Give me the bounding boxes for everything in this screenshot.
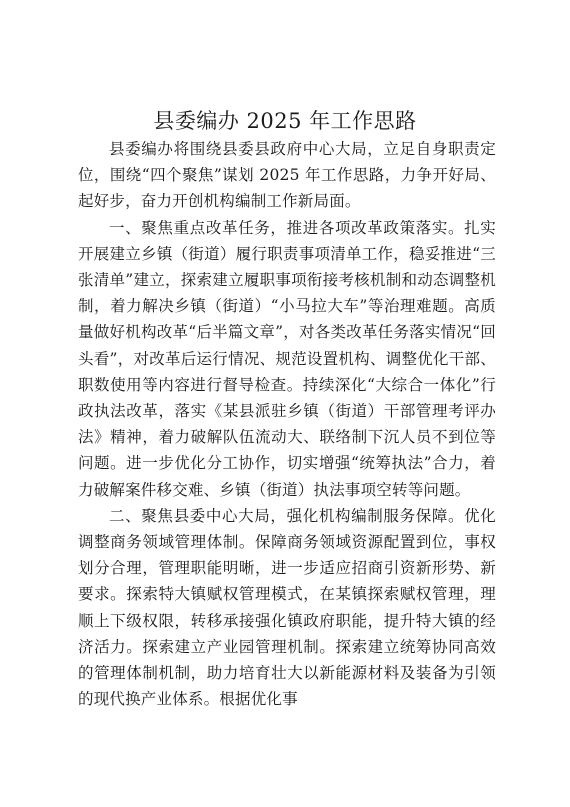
document-title: 县委编办 2025 年工作思路 bbox=[153, 109, 417, 133]
section-one-paragraph: 一、聚焦重点改革任务，推进各项改革政策落实。扎实开展建立乡镇（街道）履行职责事项清单工作，稳妥推进“三张清单”建立，探索建立履职事项衔接考核机制和动态调整机制，着力解决乡镇（街道）“小马拉大车”等治理难题。高质量做好机构改革“后半篇文章”，对各类改革任务落实情况“回头看”，对改革后运行情况、规范设置机构、调整优化干部、职数使用等内容进行督导检查。持续深化“大综合一体化”行政执法改革，落实《某县派驻乡镇（街道）干部管理考评办法》精神，着力破解队伍流动大、联络制下沉人员不到位等问题。进一步优化分工协作，切实增强“统筹执法”合力，着力破解案件移交难、乡镇（街道）执法事项空转等问题。 bbox=[78, 218, 497, 499]
intro-paragraph: 县委编办将围绕县委县政府中心大局，立足自身职责定位，围绕“四个聚焦”谋划 2025 年工作思路，力争开好局、起好步，奋力开创机构编制工作新局面。 bbox=[78, 140, 496, 211]
document-body bbox=[78, 136, 496, 712]
section-two-paragraph: 二、聚焦县委中心大局，强化机构编制服务保障。优化调整商务领域管理体制。保障商务领域资源配置到位，事权划分合理，管理职能明晰，进一步适应招商引资新形势、新要求。探索特大镇赋权管理模式，在某镇探索赋权管理，理顺上下级权限，转移承接强化镇政府职能，提升特大镇的经济活力。探索建立产业园管理机制。探索建立统筹协同高效的管理体制机制，助力培育壮大以新能源材料及装备为引领的现代换产业体系。根据优化事 bbox=[78, 506, 496, 709]
